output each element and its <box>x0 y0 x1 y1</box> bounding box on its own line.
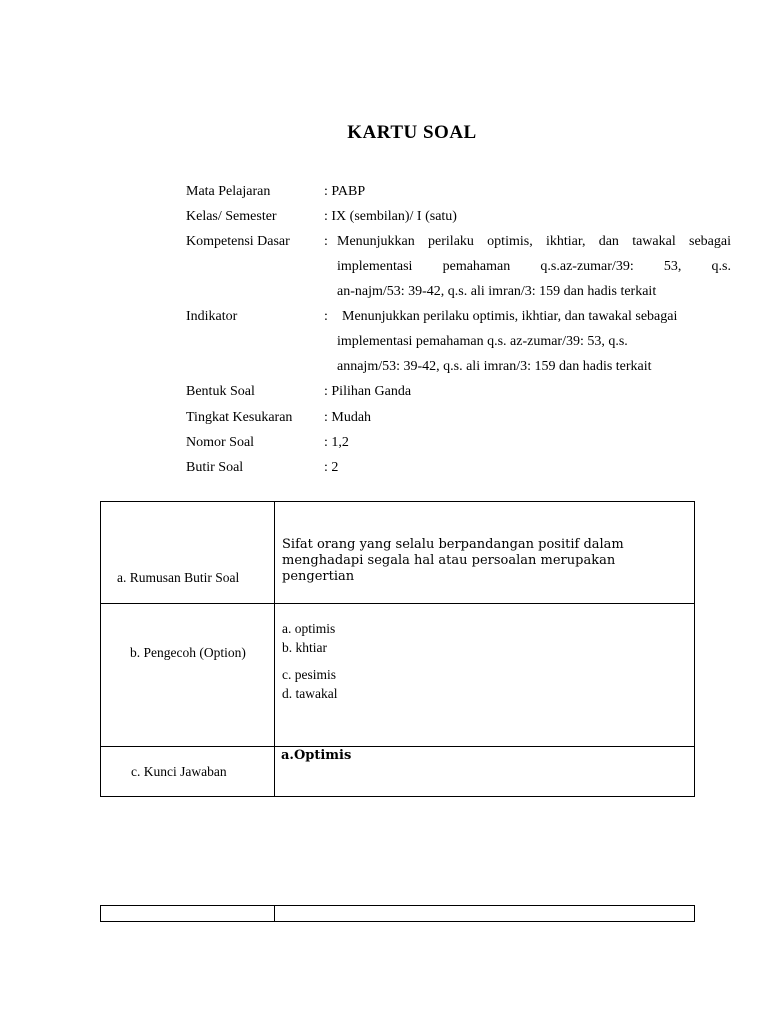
info-label: Kelas/ Semester <box>186 209 277 224</box>
indikator-text <box>337 304 712 379</box>
option-b: b. khtiar <box>282 640 327 655</box>
info-colon: : <box>324 309 328 324</box>
kompetensi-dasar-text <box>337 229 731 304</box>
info-colon: : Pilihan Ganda <box>324 384 412 399</box>
info-label: Bentuk Soal <box>186 384 255 399</box>
kunci-jawaban-value: a.Optimis <box>281 748 352 763</box>
info-value: 1,2 <box>331 435 349 450</box>
info-label: Butir Soal <box>186 460 244 475</box>
pengecoh-label: b. Pengecoh (Option) <box>130 645 246 660</box>
info-value: Mudah <box>331 410 372 425</box>
page-title: KARTU SOAL <box>347 122 477 143</box>
text-line: an-najm/53: 39-42, q.s. ali imran/3: 159 dan hadis terkait <box>337 284 657 299</box>
info-colon: : PABP <box>324 184 366 199</box>
text-line: implementasi pemahaman q.s. az-zumar/39: 53, q.s. <box>337 334 628 349</box>
info-value: PABP <box>331 184 366 199</box>
question-table <box>100 501 695 797</box>
info-colon: : 1,2 <box>324 435 349 450</box>
info-colon: : <box>324 234 328 249</box>
info-value: Pilihan Ganda <box>331 384 412 399</box>
option-a: a. optimis <box>282 621 336 636</box>
option-d: d. tawakal <box>282 686 338 701</box>
table-divider-vertical <box>274 906 275 921</box>
info-value: IX (sembilan)/ I (satu) <box>331 209 457 224</box>
info-label: Kompetensi Dasar <box>186 234 290 249</box>
text-line: Menunjukkan perilaku optimis, ikhtiar, dan tawakal sebagai <box>337 234 731 249</box>
info-label: Mata Pelajaran <box>186 184 271 199</box>
empty-table-row <box>100 905 695 922</box>
text-line: implementasi pemahaman q.s.az-zumar/39: 53, q.s. <box>337 259 731 274</box>
text-line: annajm/53: 39-42, q.s. ali imran/3: 159 dan hadis terkait <box>337 359 652 374</box>
table-divider-horizontal <box>101 603 694 604</box>
info-colon: : Mudah <box>324 410 372 425</box>
info-label: Indikator <box>186 309 238 324</box>
rumusan-butir-soal-text: Sifat orang yang selalu berpandangan positif dalam menghadapi segala hal atau persoalan merupakan pengertian <box>282 537 624 584</box>
info-label: Tingkat Kesukaran <box>186 410 293 425</box>
table-divider-horizontal <box>101 746 694 747</box>
option-c: c. pesimis <box>282 667 336 682</box>
text-line: Menunjukkan perilaku optimis, ikhtiar, dan tawakal sebagai <box>342 309 678 324</box>
kunci-jawaban-label: c. Kunci Jawaban <box>131 764 227 779</box>
info-label: Nomor Soal <box>186 435 255 450</box>
info-colon: : 2 <box>324 460 339 475</box>
info-colon: : IX (sembilan)/ I (satu) <box>324 209 457 224</box>
table-divider-vertical <box>274 502 275 796</box>
rumusan-butir-soal-label: a. Rumusan Butir Soal <box>117 570 240 585</box>
info-value: 2 <box>331 460 339 475</box>
